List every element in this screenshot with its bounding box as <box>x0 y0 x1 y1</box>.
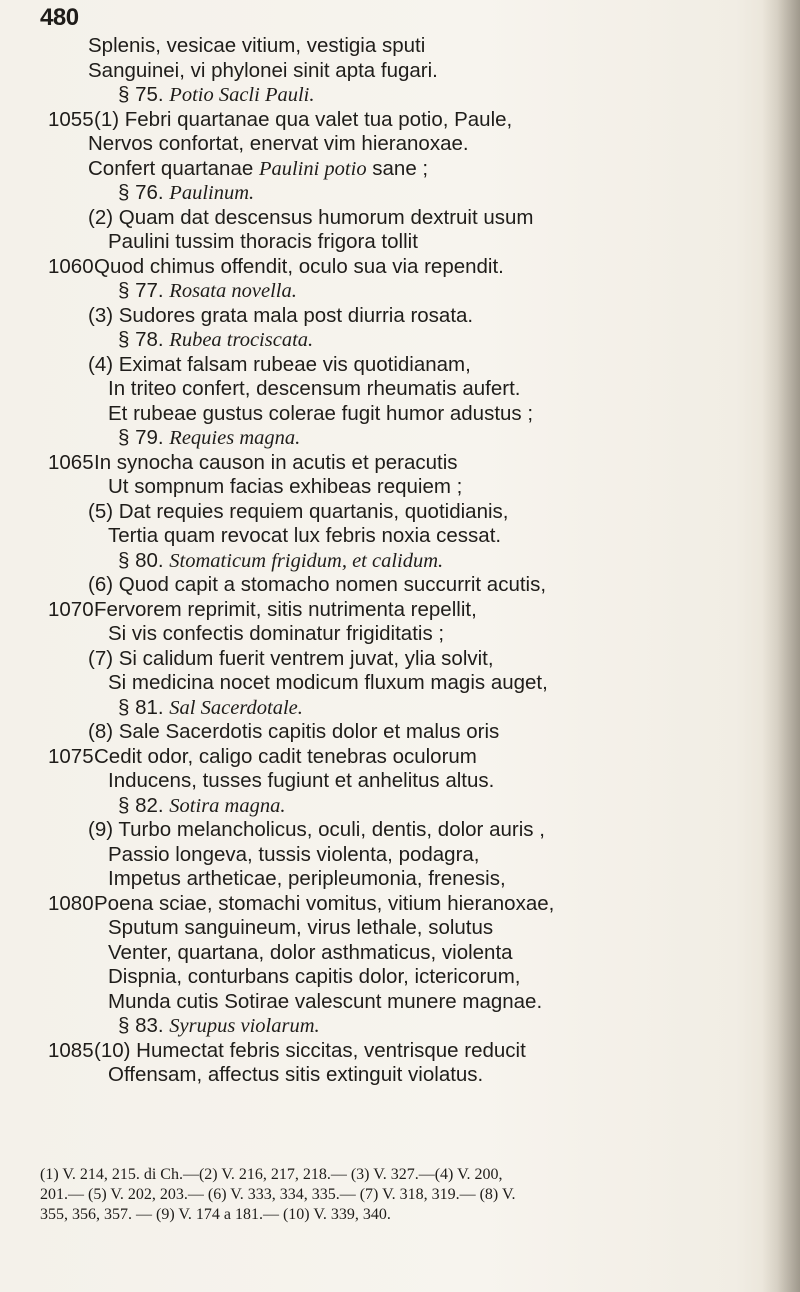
footnote-line: 201.— (5) V. 202, 203.— (6) V. 333, 334, 335.— (7) V. 318, 319.— (8) V. <box>40 1186 516 1203</box>
verse-number: 1080 <box>48 891 94 915</box>
verse-line <box>108 990 542 1015</box>
verse-line <box>94 1039 526 1064</box>
verse-line <box>88 353 471 378</box>
line-text: Confert quartanae <box>88 156 259 180</box>
line-text: Inducens, tusses fugiunt et anhelitus altus. <box>108 769 495 792</box>
verse-line <box>108 965 520 990</box>
verse-line <box>108 622 444 647</box>
section-heading <box>118 279 297 304</box>
verse-line <box>108 402 533 427</box>
line-text: Sanguinei, vi phylonei sinit apta fugari. <box>88 58 438 82</box>
verse-line <box>94 892 554 917</box>
footnote-line: 355, 356, 357. — (9) V. 174 a 181.— (10) V. 339, 340. <box>40 1206 391 1223</box>
verse-line <box>94 255 504 280</box>
section-heading <box>118 83 315 108</box>
verse-line <box>108 941 513 966</box>
line-italic-title: Potio Sacli Pauli. <box>169 84 315 106</box>
line-text: Fervorem reprimit, sitis nutrimenta repellit, <box>94 597 477 621</box>
section-heading <box>118 696 303 721</box>
verse-line <box>88 304 473 329</box>
verse-number: 1055 <box>48 107 94 131</box>
page-number: 480 <box>40 4 79 31</box>
line-italic-title: Paulinum. <box>169 182 255 204</box>
verse-line <box>88 818 545 843</box>
verse-line <box>108 671 548 696</box>
line-text: Impetus artheticae, peripleumonia, frenesis, <box>108 867 506 890</box>
verse-line <box>88 500 508 525</box>
line-text: Si vis confectis dominatur frigiditatis ; <box>108 622 445 645</box>
line-text: § 75. <box>118 83 170 106</box>
line-text: Munda cutis Sotirae valescunt munere magnae. <box>108 989 543 1013</box>
verse-line <box>94 108 512 133</box>
verse-number: 1075 <box>48 744 94 768</box>
verse-line <box>88 34 425 59</box>
line-text-after: sane ; <box>366 156 429 180</box>
line-text: Ut sompnum facias exhibeas requiem ; <box>108 475 463 498</box>
verse-line <box>108 524 501 549</box>
line-text: § 82. <box>118 793 170 817</box>
line-text: Splenis, vesicae vitium, vestigia sputi <box>88 34 426 57</box>
line-text: (10) Humectat febris siccitas, ventrisque reducit <box>94 1038 526 1062</box>
verse-line <box>108 377 520 402</box>
line-text: (1) Febri quartanae qua valet tua potio, Paule, <box>94 107 513 131</box>
section-heading <box>118 794 285 819</box>
verse-line <box>108 867 506 892</box>
footnotes <box>40 1165 780 1225</box>
verse-line <box>108 1063 483 1088</box>
verse-number: 1060 <box>48 254 94 278</box>
line-text: (3) Sudores grata mala post diurria rosata. <box>88 303 474 327</box>
verse-line <box>108 769 494 794</box>
line-text: (8) Sale Sacerdotis capitis dolor et malus oris <box>88 720 500 743</box>
verse-line <box>94 451 458 476</box>
line-text: Quod chimus offendit, oculo sua via rependit. <box>94 254 504 278</box>
line-text: Poena sciae, stomachi vomitus, vitium hieranoxae, <box>94 891 555 915</box>
verse-line <box>108 916 493 941</box>
verse-line <box>88 132 469 157</box>
verse-line <box>88 647 494 672</box>
line-italic-title: Stomaticum frigidum, et calidum. <box>169 549 444 572</box>
line-text: § 79. <box>118 426 170 449</box>
verse-line <box>108 843 480 868</box>
line-text: Venter, quartana, dolor asthmaticus, violenta <box>108 940 513 964</box>
verse-line <box>88 59 438 84</box>
section-heading <box>118 549 443 574</box>
line-text: § 80. <box>118 548 170 572</box>
line-text: Et rubeae gustus colerae fugit humor adustus ; <box>108 401 534 425</box>
line-text: (9) Turbo melancholicus, oculi, dentis, dolor auris , <box>88 818 545 841</box>
line-text: (2) Quam dat descensus humorum dextruit usum <box>88 205 534 229</box>
line-text: (6) Quod capit a stomacho nomen succurrit acutis, <box>88 573 547 596</box>
line-text: (5) Dat requies requiem quartanis, quotidianis, <box>88 499 509 523</box>
line-italic-title: Rubea trociscata. <box>169 329 314 351</box>
verse-line <box>88 720 499 745</box>
verse-line <box>88 206 534 231</box>
line-text: (4) Eximat falsam rubeae vis quotidianam, <box>88 352 471 376</box>
line-italic-title: Rosata novella. <box>169 280 297 302</box>
line-italic-title: Requies magna. <box>169 427 301 449</box>
section-heading <box>118 1014 320 1039</box>
line-italic-title: Paulini potio <box>258 157 367 180</box>
line-text: Passio longeva, tussis violenta, podagra, <box>108 842 480 866</box>
line-text: § 83. <box>118 1014 170 1037</box>
line-text: § 77. <box>118 279 170 302</box>
verse-number: 1070 <box>48 597 94 621</box>
line-text: In synocha causon in acutis et peracutis <box>94 450 458 474</box>
line-text: Tertia quam revocat lux febris noxia cessat. <box>108 524 502 547</box>
section-heading <box>118 181 254 206</box>
line-italic-title: Sal Sacerdotale. <box>169 696 303 719</box>
line-italic-title: Sotira magna. <box>169 794 286 817</box>
line-italic-title: Syrupus violarum. <box>169 1015 320 1037</box>
page-edge-shadow <box>762 0 800 1292</box>
verse-line <box>94 598 477 623</box>
line-text: Si medicina nocet modicum fluxum magis auget, <box>108 671 548 694</box>
line-text: § 78. <box>118 328 170 351</box>
section-heading <box>88 157 428 182</box>
footnote-line: (1) V. 214, 215. di Ch.—(2) V. 216, 217, 218.— (3) V. 327.—(4) V. 200, <box>40 1166 503 1183</box>
verse-line <box>94 745 477 770</box>
line-text: Paulini tussim thoracis frigora tollit <box>108 230 418 253</box>
line-text: Nervos confortat, enervat vim hieranoxae. <box>88 132 469 155</box>
line-text: Offensam, affectus sitis extinguit violatus. <box>108 1063 484 1086</box>
line-text: § 81. <box>118 695 170 719</box>
section-heading <box>118 328 313 353</box>
verse-line <box>108 475 462 500</box>
verse-line <box>108 230 418 255</box>
line-text: Sputum sanguineum, virus lethale, solutus <box>108 916 494 939</box>
section-heading <box>118 426 300 451</box>
line-text: Dispnia, conturbans capitis dolor, ictericorum, <box>108 965 521 988</box>
verse-number: 1065 <box>48 450 94 474</box>
line-text: (7) Si calidum fuerit ventrem juvat, ylia solvit, <box>88 646 494 670</box>
verse-line <box>88 573 546 598</box>
line-text: Cedit odor, caligo cadit tenebras oculorum <box>94 744 477 768</box>
line-text: § 76. <box>118 181 170 204</box>
verse-number: 1085 <box>48 1038 94 1062</box>
line-text: In triteo confert, descensum rheumatis aufert. <box>108 377 521 400</box>
